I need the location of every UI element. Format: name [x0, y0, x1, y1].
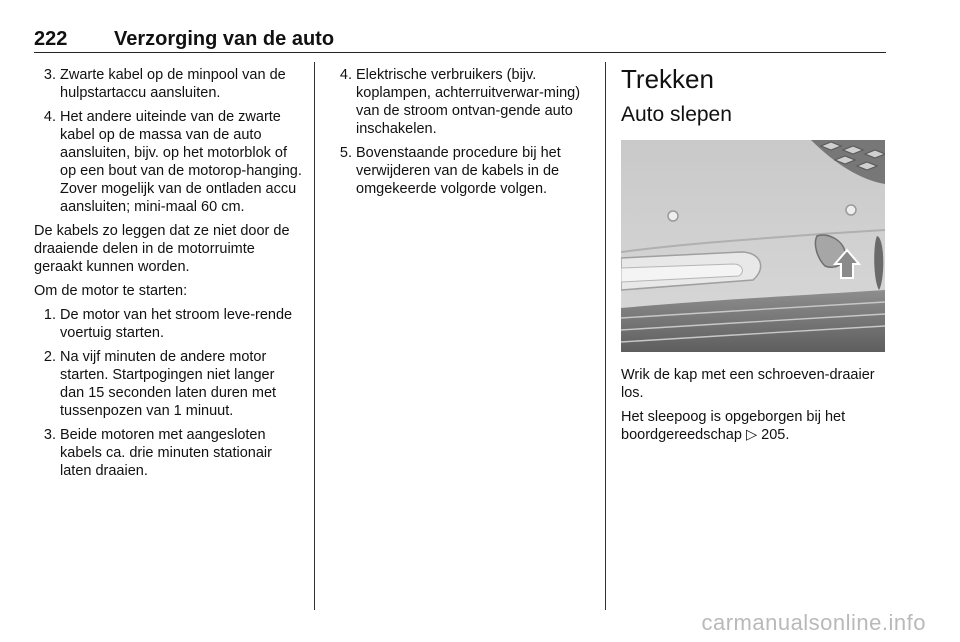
column-divider-2	[605, 62, 606, 610]
page-header	[34, 28, 886, 53]
step-text: Het andere uiteinde van de zwarte kabel op de massa van de auto aansluiten, bijv. op het motorblok of op een bout van de motorop-hanging. Zover mogelijk van de ontladen accu aansluiten; mini-maal 60 cm.	[60, 109, 302, 215]
caption-tow-eye-storage: Het sleepoog is opgeborgen bij het boordgereedschap ▷ 205.	[621, 409, 846, 443]
step-number: 4.	[43, 109, 56, 125]
list-item	[34, 426, 302, 480]
list-item	[34, 348, 302, 420]
subsection-title: Auto slepen	[621, 103, 732, 126]
bumper-tow-cover-illustration	[621, 140, 885, 352]
column-1	[34, 66, 302, 486]
step-number: 2.	[43, 349, 56, 365]
step-text: Elektrische verbruikers (bijv. koplampen, achterruitverwar-ming) van de stroom ontvan-gende auto inschakelen.	[356, 67, 581, 137]
list-item	[34, 108, 302, 216]
page-title: Verzorging van de auto	[114, 28, 335, 50]
step-text: Na vijf minuten de andere motor starten. Startpogingen niet langer dan 15 seconden laten duren met tussenpozen van 1 minuut.	[60, 349, 277, 419]
step-text: Beide motoren met aangesloten kabels ca. drie minuten stationair laten draaien.	[60, 427, 272, 479]
list-item	[34, 306, 302, 342]
column-3	[621, 64, 887, 450]
list-item	[34, 66, 302, 102]
step-number: 1.	[43, 307, 56, 323]
column-divider-1	[314, 62, 315, 610]
caption-pry-cover: Wrik de kap met een schroeven-draaier los.	[621, 367, 875, 401]
column-2	[330, 66, 592, 204]
page-number: 222	[34, 28, 68, 50]
list-item	[330, 66, 592, 138]
step-number: 5.	[339, 145, 352, 161]
list-item	[330, 144, 592, 198]
watermark-text: carmanualsonline.info	[701, 610, 926, 635]
step-number: 3.	[43, 67, 56, 83]
step-text: Zwarte kabel op de minpool van de hulpstartaccu aansluiten.	[60, 67, 286, 101]
step-number: 3.	[43, 427, 56, 443]
step-number: 4.	[339, 67, 352, 83]
step-text: De motor van het stroom leve-rende voertuig starten.	[60, 307, 293, 341]
section-title: Trekken	[621, 64, 714, 94]
paragraph-cable-routing: De kabels zo leggen dat ze niet door de draaiende delen in de motorruimte geraakt kunnen worden.	[34, 223, 290, 275]
paragraph-start-intro: Om de motor te starten:	[34, 283, 188, 299]
step-text: Bovenstaande procedure bij het verwijderen van de kabels in de omgekeerde volgorde volgen.	[356, 145, 561, 197]
